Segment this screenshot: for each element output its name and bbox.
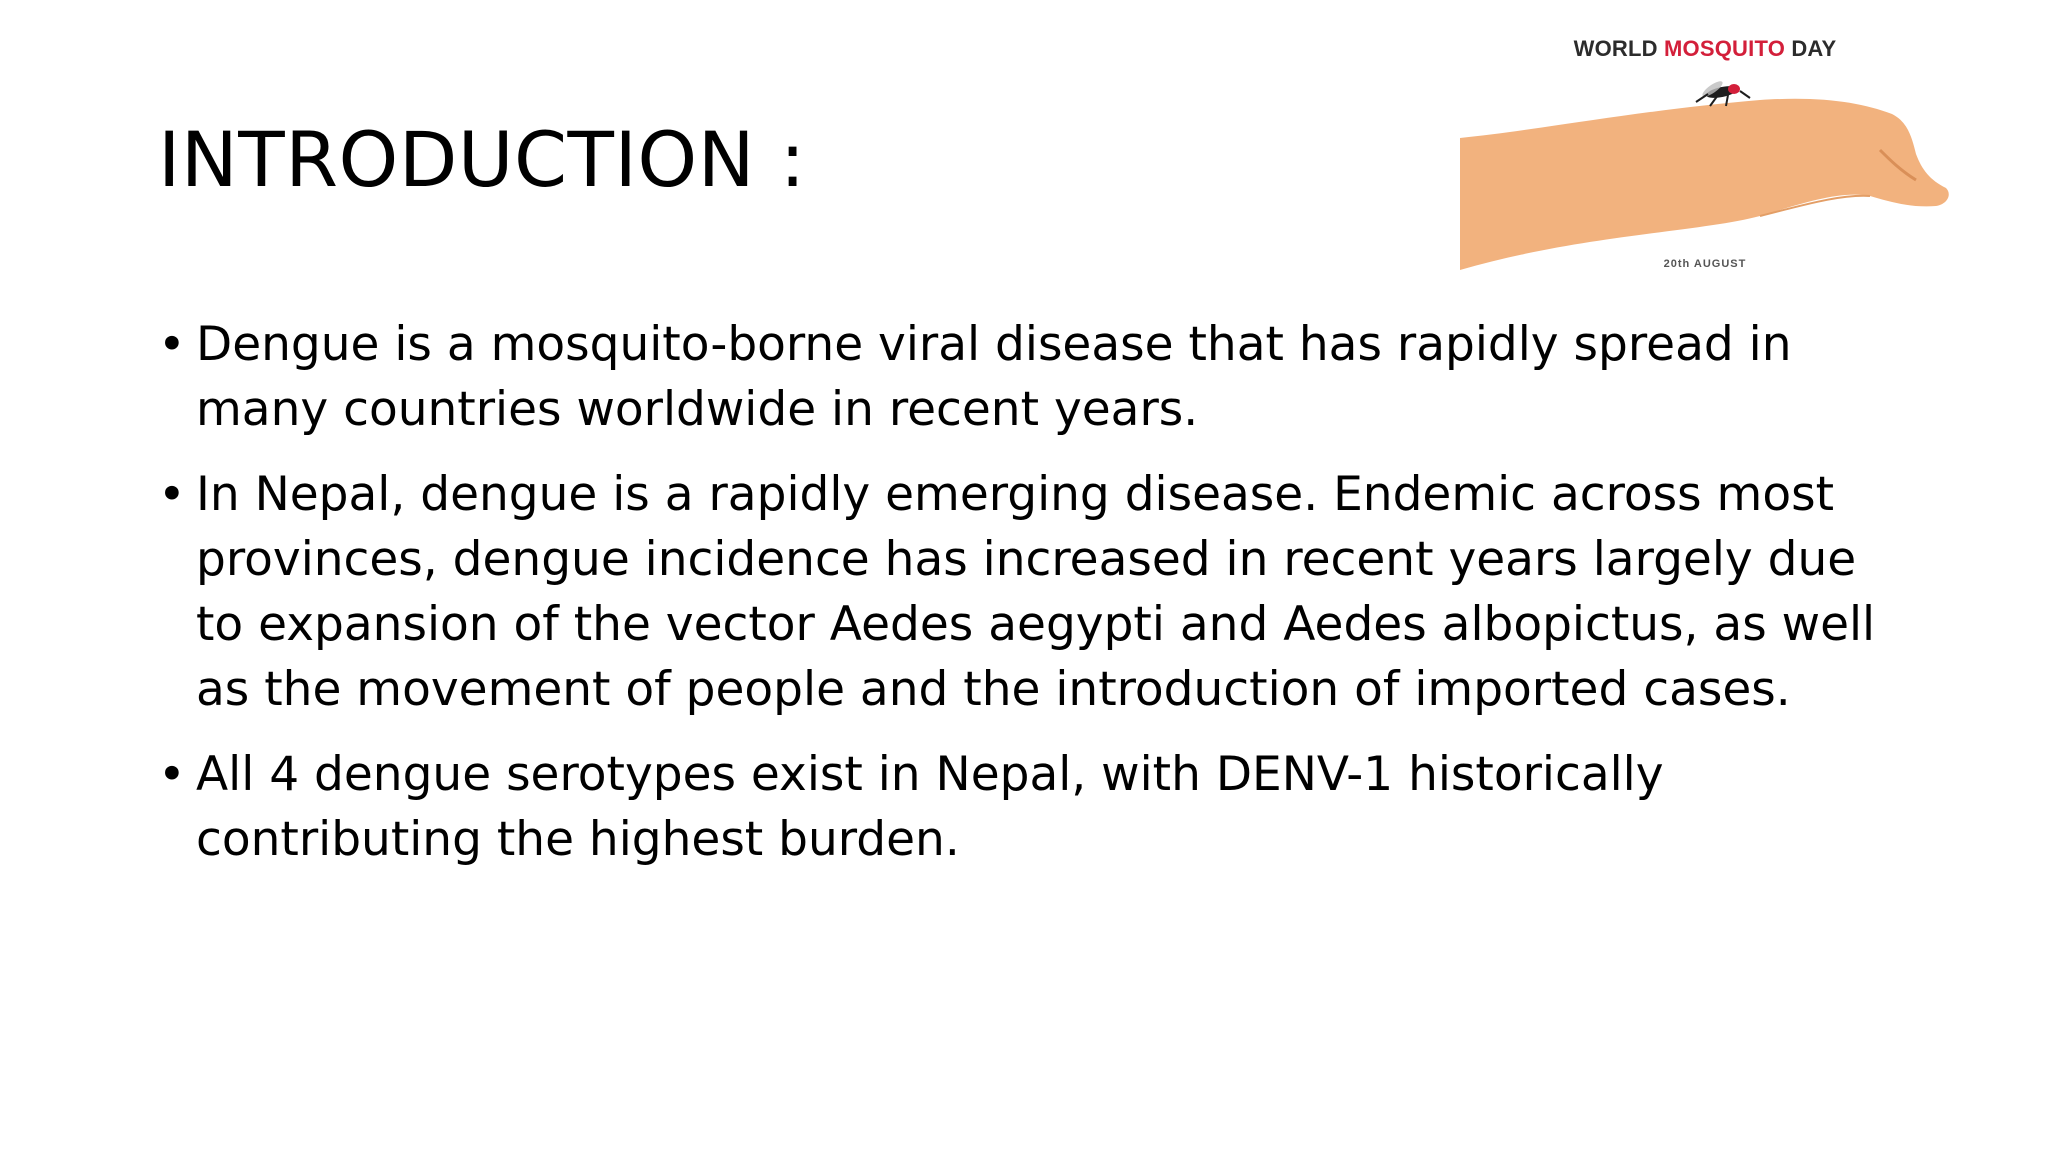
bullet-text: Dengue is a mosquito-borne viral disease that has rapidly spread in many countries worldwide in recent years. — [196, 317, 1792, 437]
bullet-text: In Nepal, dengue is a rapidly emerging disease. Endemic across most provinces, dengue incidence has increased in recent years largely due to expansion of the vector Aedes aegypti and Aedes albopictus, as well as the movement of people and the introduction of imported cases. — [196, 467, 1876, 717]
bullet-text: All 4 dengue serotypes exist in Nepal, with DENV-1 historically contributing the highest burden. — [196, 747, 1664, 867]
bullet-icon: • — [158, 467, 186, 522]
bullet-icon: • — [158, 747, 186, 802]
illustration-header: WORLD MOSQUITO DAY — [1573, 36, 1837, 61]
mosquito-on-arm-icon — [1460, 30, 1950, 280]
bullet-item — [152, 462, 1912, 722]
bullet-item — [152, 312, 1912, 442]
bullet-item — [152, 742, 1912, 872]
bullet-list — [152, 312, 1912, 892]
slide-title: INTRODUCTION : — [158, 115, 806, 204]
world-mosquito-day-illustration — [1460, 30, 1950, 280]
illustration-date: 20th AUGUST — [1663, 258, 1747, 270]
bullet-icon: • — [158, 317, 186, 372]
